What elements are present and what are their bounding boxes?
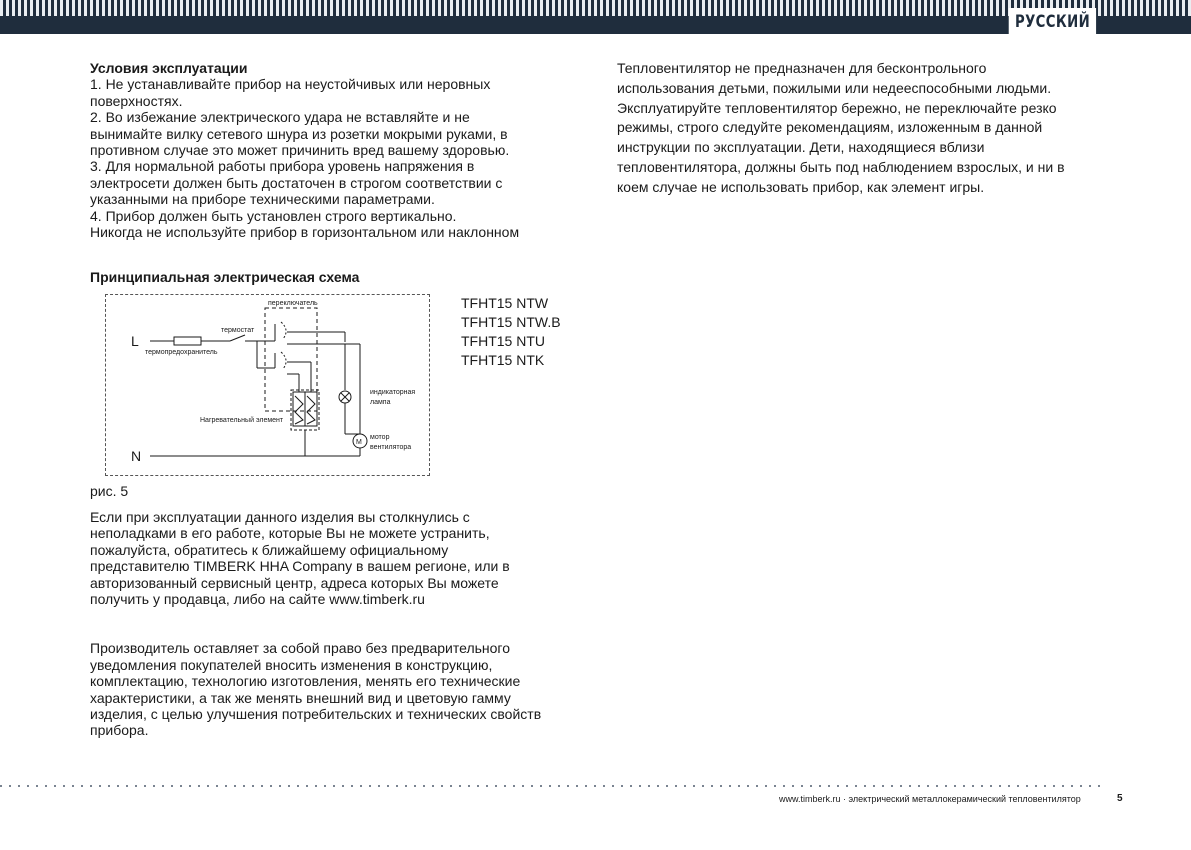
right-line: коем случае не использовать прибор, как элемент игры. <box>617 178 985 195</box>
switch-contact-1 <box>281 322 286 339</box>
heater-coil-2 <box>307 396 315 424</box>
service-line: представителю TIMBERK HHA Company в вашем регионе, или в <box>90 558 510 575</box>
usage-line: 1. Не устанавливайте прибор на неустойчивых или неровных <box>90 76 491 93</box>
schema-heading: Принципиальная электрическая схема <box>90 269 360 286</box>
label-lamp-2: лампа <box>370 398 391 406</box>
model-item: TFHT15 NTU <box>461 332 545 349</box>
language-tab: РУССКИЙ <box>1008 8 1096 36</box>
label-fuse: термопредохранитель <box>145 348 218 356</box>
right-line: Тепловентилятор не предназначен для бесконтрольного <box>617 60 987 76</box>
label-motor-1: мотор <box>370 433 390 441</box>
right-line: режимы, строго следуйте рекомендациям, изложенным в данной <box>617 119 1043 136</box>
label-n: N <box>131 447 142 464</box>
manufacturer-paragraph <box>90 640 590 738</box>
thermostat-contact <box>230 335 245 341</box>
usage-line: электросети должен быть достаточен в строгом соответствии с <box>90 174 503 191</box>
heater-element-1 <box>293 392 305 426</box>
switch-contact-2 <box>281 352 286 369</box>
heater-element-2 <box>305 392 317 426</box>
service-line: авторизованный сервисный центр, адреса которых Вы можете <box>90 574 499 591</box>
label-l: L <box>131 332 139 349</box>
left-column <box>90 60 590 739</box>
usage-line: противном случае это может причинить вред вашему здоровью. <box>90 142 510 159</box>
service-line: неполадками в его работе, которые Вы не можете устранить, <box>90 525 490 542</box>
service-line: получить у продавца, либо на сайте www.timberk.ru <box>90 590 425 607</box>
service-line: Если при эксплуатации данного изделия вы столкнулись с <box>90 508 470 525</box>
schema-diagram <box>105 294 430 476</box>
service-line: пожалуйста, обратитесь к ближайшему официальному <box>90 541 449 558</box>
model-list <box>461 294 561 370</box>
usage-conditions <box>90 76 590 240</box>
label-thermostat: термостат <box>221 326 255 334</box>
label-heater: Нагревательный элемент <box>200 416 284 424</box>
footer-divider <box>0 785 1105 787</box>
usage-line: 4. Прибор должен быть установлен строго вертикально. <box>90 207 457 224</box>
model-item: TFHT15 NTW <box>461 294 549 311</box>
manufacturer-line: изделия, с целью улучшения потребительских и технических свойств <box>90 705 542 722</box>
electrical-schema <box>90 294 590 509</box>
model-item: TFHT15 NTW.B <box>461 313 561 330</box>
model-item: TFHT15 NTK <box>461 351 545 368</box>
figure-caption: рис. 5 <box>90 482 129 499</box>
right-line: использования детьми, пожилыми или недееспособными людьми. <box>617 79 1052 96</box>
usage-line: указанными на приборе техническими параметрами. <box>90 191 435 208</box>
motor-letter: M <box>356 438 362 446</box>
usage-line: 3. Для нормальной работы прибора уровень напряжения в <box>90 158 475 175</box>
usage-heading: Условия эксплуатации <box>90 60 248 76</box>
usage-line: поверхностях. <box>90 92 183 109</box>
label-motor-2: вентилятора <box>370 443 412 451</box>
manufacturer-line: характеристики, а так же менять внешний вид и цветовую гамму <box>90 689 511 706</box>
right-line: Эксплуатируйте тепловентилятор бережно, не переключайте резко <box>617 99 1057 116</box>
service-paragraph <box>90 509 590 607</box>
usage-line: Никогда не используйте прибор в горизонтальном или наклонном <box>90 224 520 241</box>
right-column <box>617 59 1107 198</box>
fuse-symbol <box>174 337 201 345</box>
manufacturer-line: комплектацию, технологию изготовления, менять его технические <box>90 673 521 690</box>
footer-text: www.timberk.ru · электрический металлокерамический тепловентилятор <box>779 794 1081 804</box>
label-lamp-1: индикаторная <box>370 388 416 396</box>
manufacturer-line: Производитель оставляет за собой право без предварительного <box>90 640 511 657</box>
manufacturer-line: прибора. <box>90 722 149 739</box>
manufacturer-line: уведомления покупателей вносить изменения в конструкцию, <box>90 656 493 673</box>
heater-coil-1 <box>295 396 303 424</box>
label-switch: переключатель <box>268 299 318 307</box>
right-line: инструкции по эксплуатации. Дети, находящиеся вблизи <box>617 139 985 156</box>
header-bar <box>0 0 1191 34</box>
usage-line: 2. Во избежание электрического удара не вставляйте и не <box>90 109 470 126</box>
page-number: 5 <box>1117 793 1123 804</box>
usage-line: вынимайте вилку сетевого шнура из розетки мокрыми руками, в <box>90 125 508 142</box>
right-line: тепловентилятора, должны быть под наблюдением взрослых, и ни в <box>617 158 1065 175</box>
